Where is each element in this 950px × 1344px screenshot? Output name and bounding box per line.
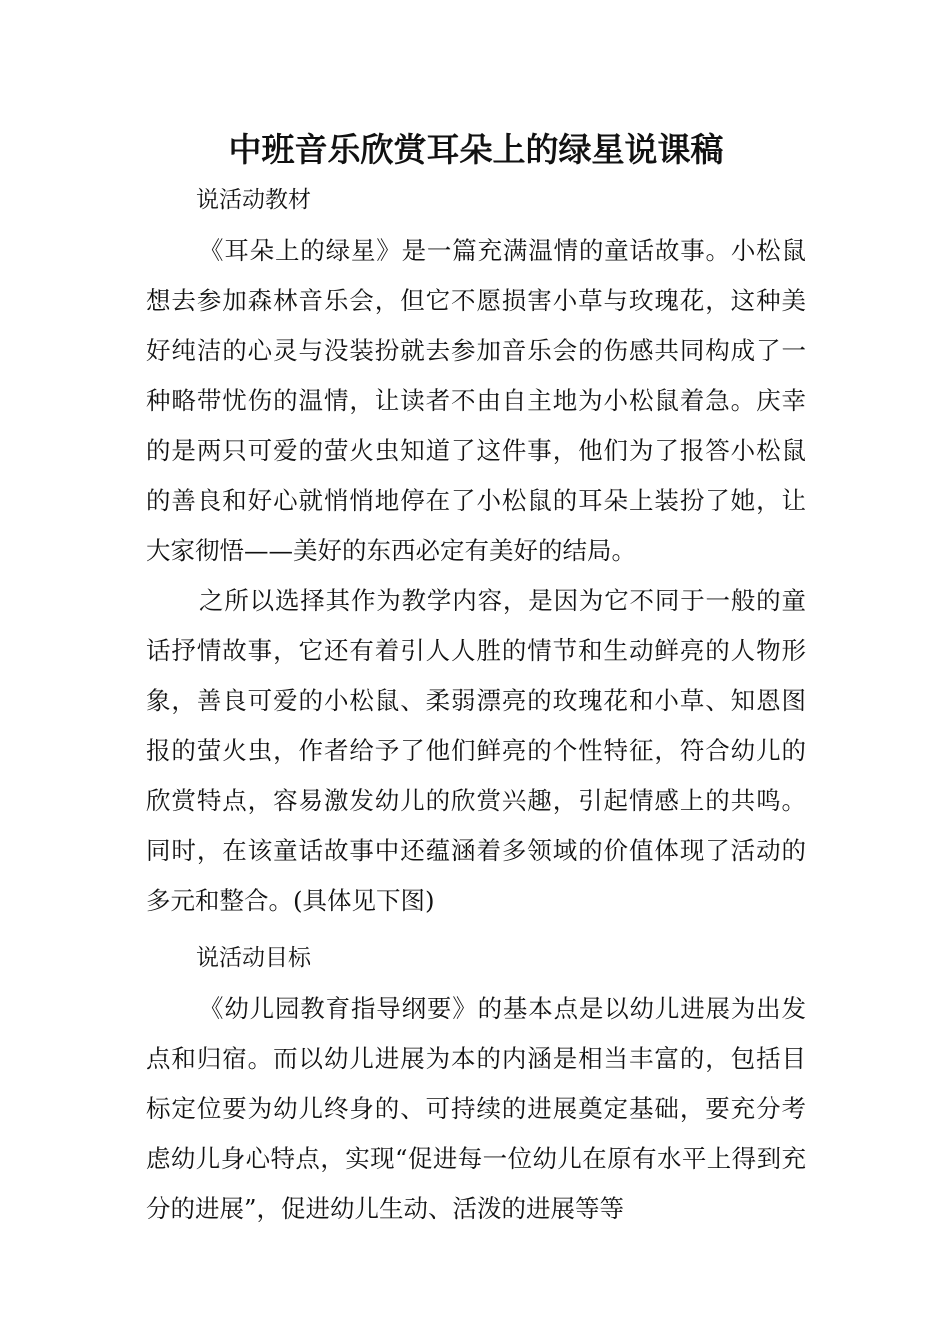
document-body (146, 176, 806, 1234)
section-heading: 说活动教材 (196, 187, 311, 213)
section-activity-goals (146, 934, 806, 1234)
section-heading: 说活动目标 (196, 945, 311, 971)
section-content (146, 224, 806, 926)
paragraph: 《幼儿园教育指导纲要》的基本点是以幼儿进展为出发点和归宿。而以幼儿进展为本的内涵是相当丰富的，包括目标定位要为幼儿终身的、可持续的进展奠定基础，要充分考虑幼儿身心特点，实现“促进每一位幼儿在原有水平上得到充分的进展”，促进幼儿生动、活泼的进展等等 (146, 994, 806, 1223)
paragraph: 《耳朵上的绿星》是一篇充满温情的童话故事。小松鼠想去参加森林音乐会，但它不愿损害小草与玫瑰花，这种美好纯洁的心灵与没装扮就去参加音乐会的伤感共同构成了一种略带忧伤的温情，让读者不由自主地为小松鼠着急。庆幸的是两只可爱的萤火虫知道了这件事，他们为了报答小松鼠的善良和好心就悄悄地停在了小松鼠的耳朵上装扮了她，让大家彻悟——美好的东西必定有美好的结局。 (146, 236, 806, 565)
section-activity-material (146, 176, 806, 926)
section-content (146, 982, 806, 1234)
document-title: 中班音乐欣赏耳朵上的绿星说课稿 (228, 130, 724, 169)
paragraph: 之所以选择其作为教学内容，是因为它不同于一般的童话抒情故事，它还有着引人人胜的情节和生动鲜亮的人物形象，善良可爱的小松鼠、柔弱漂亮的玫瑰花和小草、知恩图报的萤火虫，作者给予了他们鲜亮的个性特征，符合幼儿的欣赏特点，容易激发幼儿的欣赏兴趣，引起情感上的共鸣。同时，在该童话故事中还蕴涵着多领域的价值体现了活动的多元和整合。(具体见下图) (146, 586, 806, 915)
